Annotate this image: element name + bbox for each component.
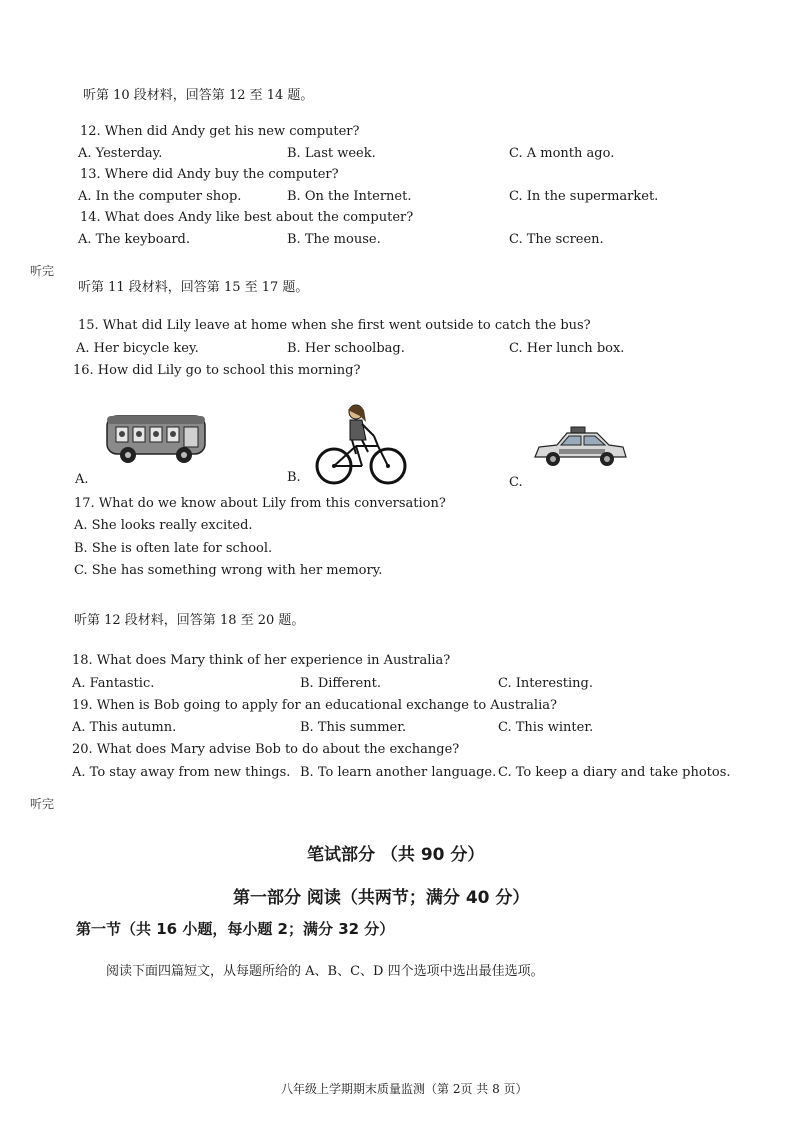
question-12-option-c: C. A month ago. [509, 146, 615, 161]
question-19-stem: 19. When is Bob going to apply for an educational exchange to Australia? [72, 698, 557, 713]
question-12-stem: 12. When did Andy get his new computer? [80, 124, 360, 139]
taxi-image [531, 425, 629, 471]
question-18-option-a: A. Fantastic. [72, 676, 155, 691]
question-15-option-c: C. Her lunch box. [509, 341, 625, 356]
part-one-title: 第一部分 阅读（共两节；满分 40 分） [233, 888, 530, 908]
question-12-option-a: A. Yesterday. [78, 146, 163, 161]
question-14-option-c: C. The screen. [509, 232, 604, 247]
question-18-option-c: C. Interesting. [498, 676, 593, 691]
written-part-title: 笔试部分 （共 90 分） [307, 845, 485, 865]
question-17-option-c: C. She has something wrong with her memory. [74, 563, 383, 578]
question-16-stem: 16. How did Lily go to school this morning? [73, 363, 361, 378]
margin-note-finished-1: 听完 [30, 264, 55, 278]
question-20-option-b: B. To learn another language. [300, 765, 497, 780]
question-19-option-b: B. This summer. [300, 720, 407, 735]
question-13-option-c: C. In the supermarket. [509, 189, 659, 204]
question-16-option-c: C. [509, 475, 523, 490]
question-13-option-a: A. In the computer shop. [78, 189, 242, 204]
question-16-option-a: A. [75, 472, 89, 487]
section-12-instruction: 听第 12 段材料，回答第 18 至 20 题。 [74, 613, 305, 628]
section-11-instruction: 听第 11 段材料，回答第 15 至 17 题。 [78, 280, 309, 295]
margin-note-finished-2: 听完 [30, 797, 55, 811]
taxi-icon [531, 425, 629, 471]
question-20-option-a: A. To stay away from new things. [72, 765, 291, 780]
question-20-stem: 20. What does Mary advise Bob to do about the exchange? [72, 742, 460, 757]
question-18-option-b: B. Different. [300, 676, 381, 691]
question-17-stem: 17. What do we know about Lily from this conversation? [74, 496, 446, 511]
bus-image [104, 410, 208, 466]
question-14-option-b: B. The mouse. [287, 232, 381, 247]
section-10-instruction: 听第 10 段材料，回答第 12 至 14 题。 [83, 88, 314, 103]
question-19-option-c: C. This winter. [498, 720, 594, 735]
bus-icon [104, 410, 208, 466]
question-13-option-b: B. On the Internet. [287, 189, 412, 204]
question-18-stem: 18. What does Mary think of her experience in Australia? [72, 653, 451, 668]
question-14-stem: 14. What does Andy like best about the computer? [80, 210, 414, 225]
girl-on-bicycle-icon [312, 402, 410, 486]
bicycle-image [312, 402, 410, 486]
question-16-option-b: B. [287, 470, 301, 485]
section-one-title: 第一节（共 16 小题，每小题 2；满分 32 分） [76, 920, 395, 938]
question-17-option-a: A. She looks really excited. [74, 518, 253, 533]
question-14-option-a: A. The keyboard. [78, 232, 191, 247]
question-15-option-a: A. Her bicycle key. [76, 341, 199, 356]
question-15-stem: 15. What did Lily leave at home when she first went outside to catch the bus? [78, 318, 591, 333]
reading-instruction: 阅读下面四篇短文，从每题所给的 A、B、C、D 四个选项中选出最佳选项。 [106, 964, 544, 979]
question-13-stem: 13. Where did Andy buy the computer? [80, 167, 339, 182]
page-footer: 八年级上学期期末质量监测（第 2页 共 8 页） [281, 1082, 528, 1096]
question-19-option-a: A. This autumn. [72, 720, 177, 735]
question-15-option-b: B. Her schoolbag. [287, 341, 405, 356]
question-17-option-b: B. She is often late for school. [74, 541, 273, 556]
question-12-option-b: B. Last week. [287, 146, 376, 161]
question-20-option-c: C. To keep a diary and take photos. [498, 765, 731, 780]
